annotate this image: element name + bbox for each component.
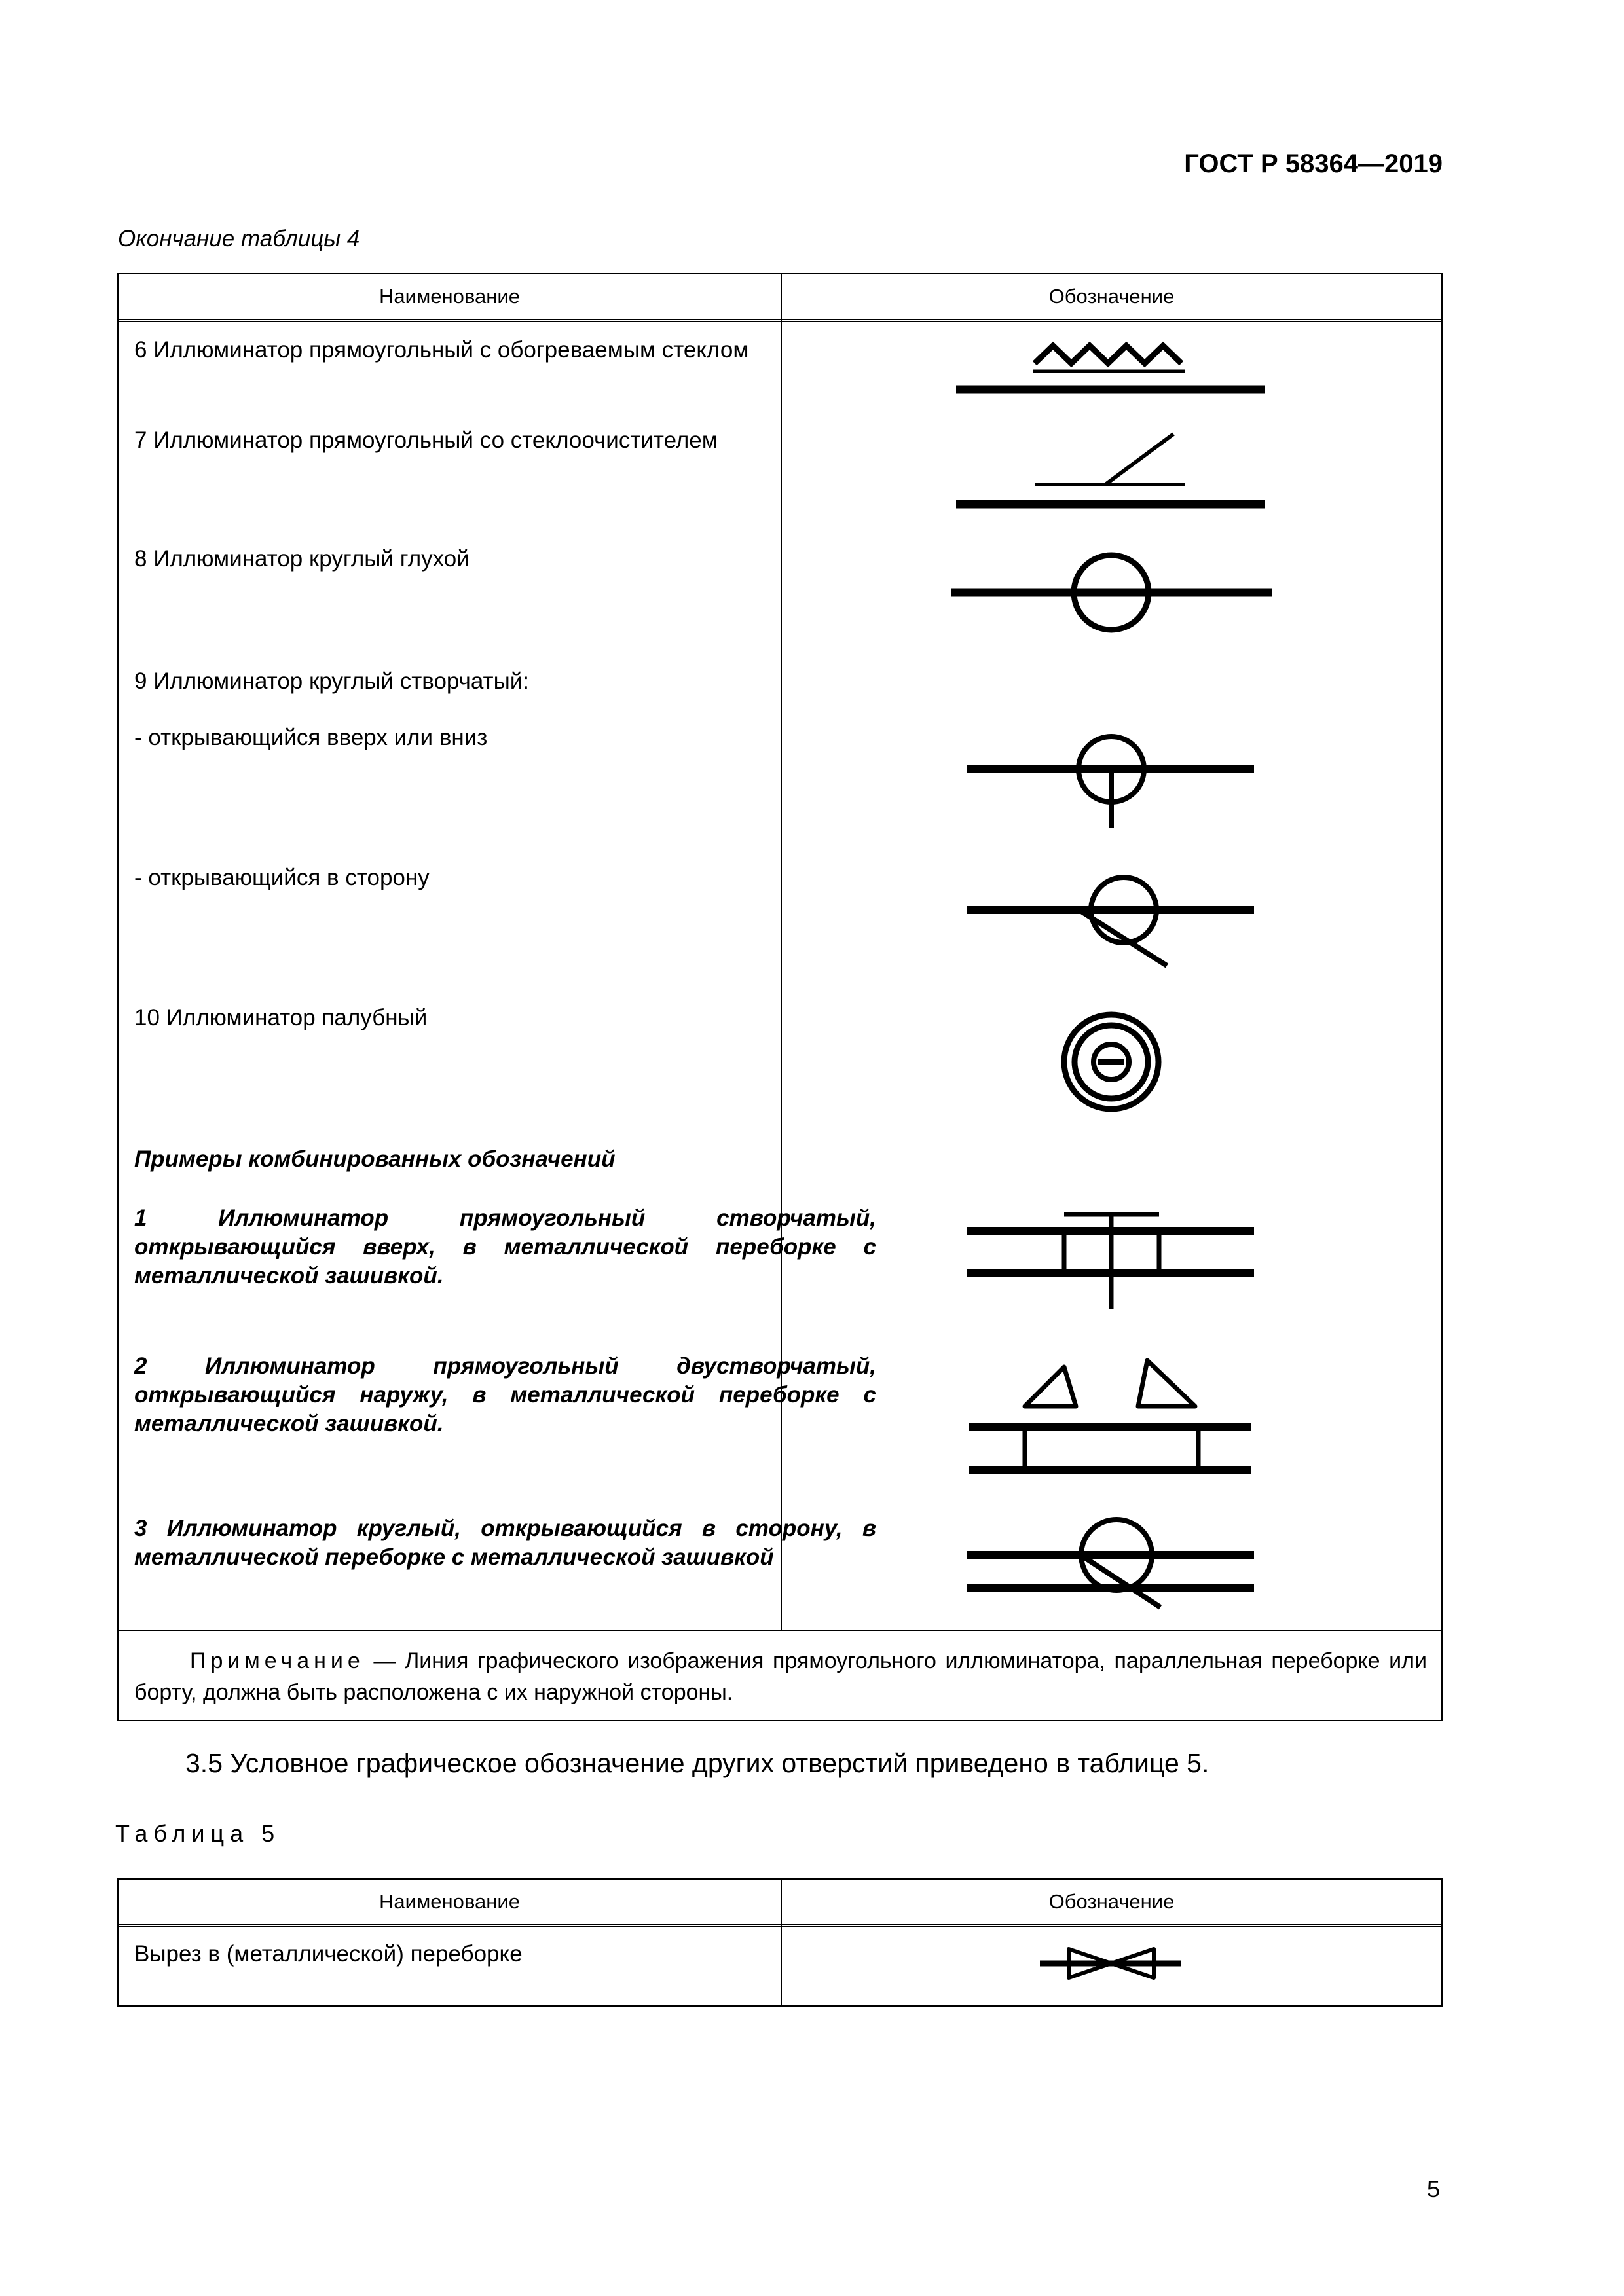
paragraph-3-5: 3.5 Условное графическое обозначение других отверстий приведено в таблице 5. [185, 1748, 1209, 1778]
table-row-9: 9 Иллюминатор круглый створчатый: [134, 668, 529, 694]
table-row-9b: - открывающийся в сторону [134, 865, 430, 890]
column-header-symbol: Обозначение [1048, 285, 1175, 308]
example-3: 3 Иллюминатор круглый, открывающийся в сторону, в металлической переборке с металлической зашивкой [134, 1516, 876, 1570]
table-row-9a: - открывающийся вверх или вниз [134, 725, 488, 750]
bulkhead-cutout-icon [1040, 1949, 1181, 1978]
example-rect-double-opening-icon [969, 1360, 1251, 1470]
porthole-round-opening-updown-icon [967, 737, 1254, 828]
table-row-8: 8 Иллюминатор круглый глухой [134, 546, 470, 572]
table-row-cutout: Вырез в (металлической) переборке [134, 1941, 523, 1967]
table-continuation-caption: Окончание таблицы 4 [118, 226, 360, 251]
note-label: Примечание [190, 1649, 365, 1673]
porthole-round-fixed-icon [951, 555, 1272, 630]
deck-light-icon [1064, 1015, 1158, 1109]
column-header-symbol: Обозначение [1048, 1890, 1175, 1913]
note-body: — Линия графического изображения прямоугольного иллюминатора, параллельная переборке или борту, должна быть расположена с их наружной стороны. [134, 1649, 1427, 1705]
porthole-round-opening-side-icon [967, 877, 1254, 966]
table-row-7: 7 Иллюминатор прямоугольный со стеклоочистителем [134, 428, 718, 453]
porthole-rect-wiper-icon [956, 434, 1265, 504]
example-round-opening-side-icon [967, 1520, 1254, 1607]
document-id: ГОСТ Р 58364—2019 [1184, 149, 1443, 178]
column-header-name: Наименование [379, 1890, 520, 1913]
example-2: 2 Иллюминатор прямоугольный двустворчатый, открывающийся наружу, в металлической переборке с металлической зашивкой. [134, 1353, 876, 1436]
table-5-caption: Таблица 5 [115, 1820, 281, 1847]
examples-title: Примеры комбинированных обозначений [134, 1146, 616, 1172]
column-header-name: Наименование [379, 285, 520, 308]
porthole-rect-heated-glass-icon [956, 346, 1265, 390]
table-row-6: 6 Иллюминатор прямоугольный с обогреваемым стеклом [134, 337, 749, 363]
page-number: 5 [1426, 2176, 1440, 2202]
example-1: 1 Иллюминатор прямоугольный створчатый, открывающийся вверх, в металлической переборке с металлической зашивкой. [134, 1205, 876, 1288]
example-rect-opening-up-icon [967, 1214, 1254, 1309]
table-row-10: 10 Иллюминатор палубный [134, 1005, 428, 1030]
